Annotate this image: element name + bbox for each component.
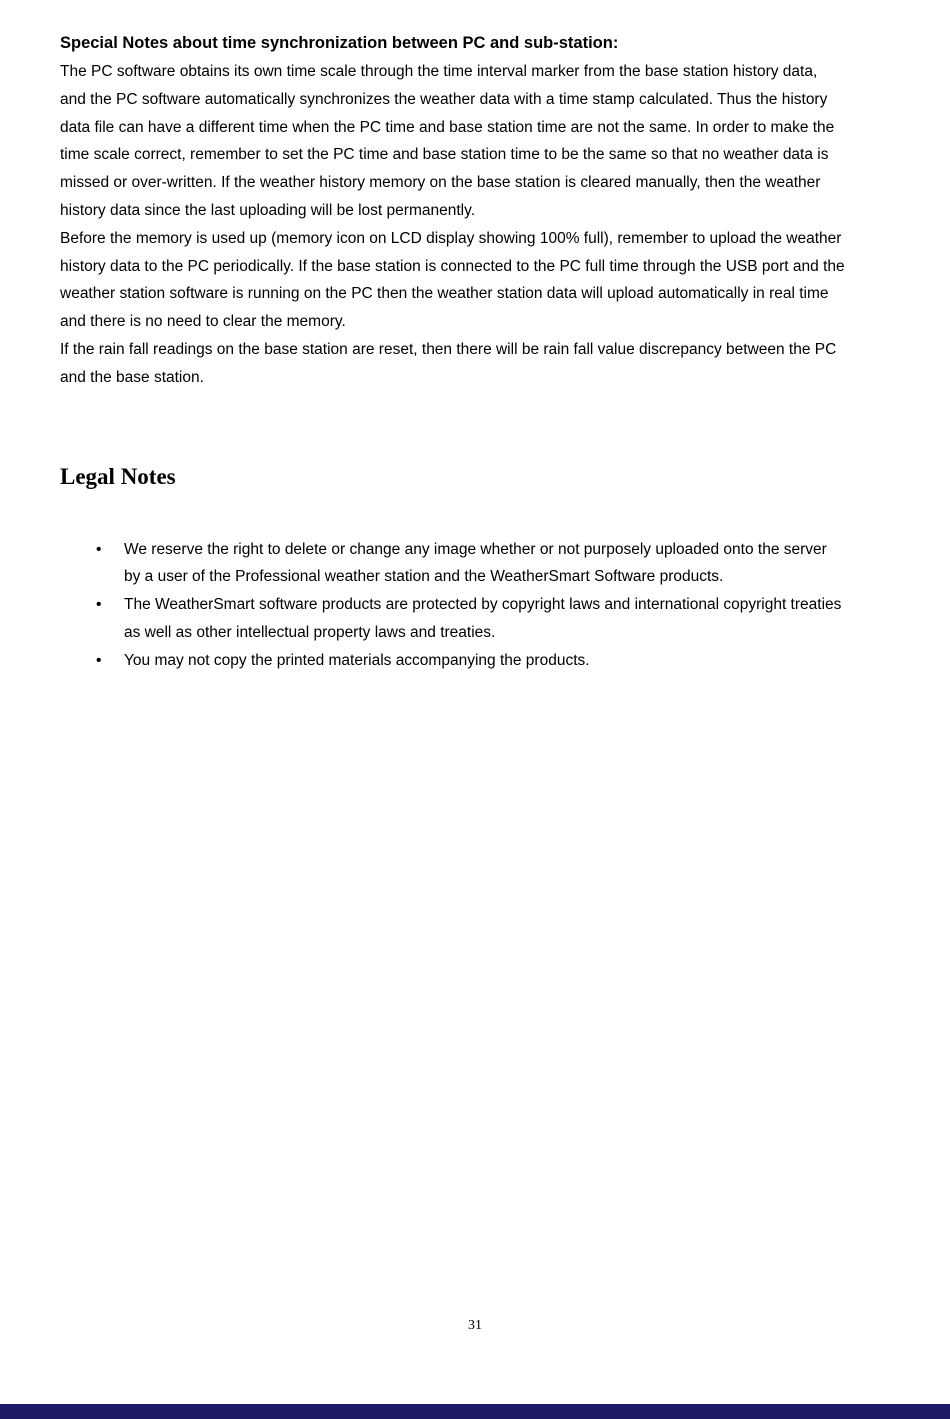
special-notes-heading: Special Notes about time synchronization between PC and sub-station: (60, 34, 619, 52)
special-notes-paragraph-3: If the rain fall readings on the base station are reset, then there will be rain fall value discrepancy between the PC and the base station. (60, 340, 837, 386)
footer-accent-bar (0, 1404, 950, 1419)
legal-bullet-item: • We reserve the right to delete or change any image whether or not purposely uploaded onto the server by a user of the Professional weather station and the WeatherSmart Software products. (60, 536, 846, 592)
legal-bullet-item: • You may not copy the printed materials accompanying the products. (60, 647, 846, 675)
page-number: 31 (468, 1318, 482, 1333)
legal-notes-heading: Legal Notes (60, 463, 176, 489)
legal-notes-bullet-list (60, 536, 846, 675)
special-notes-paragraph-1: The PC software obtains its own time scale through the time interval marker from the base station history data, and the PC software automatically synchronizes the weather data with a time stamp calculated. Thus the history data file can have a different time when the PC time and base station time are not the same. In order to make the time scale correct, remember to set the PC time and base station time to be the same so that no weather data is missed or over-written. If the weather history memory on the base station is cleared manually, then the weather history data since the last uploading will be lost permanently. (60, 63, 835, 219)
legal-bullet-item: • The WeatherSmart software products are protected by copyright laws and international copyright treaties as well as other intellectual property laws and treaties. (60, 591, 846, 647)
special-notes-paragraph-2: Before the memory is used up (memory icon on LCD display showing 100% full), remember to upload the weather history data to the PC periodically. If the base station is connected to the PC full time through the USB port and the weather station software is running on the PC then the weather station data will upload automatically in real time and there is no need to clear the memory. (60, 229, 845, 331)
page-content (60, 30, 846, 675)
